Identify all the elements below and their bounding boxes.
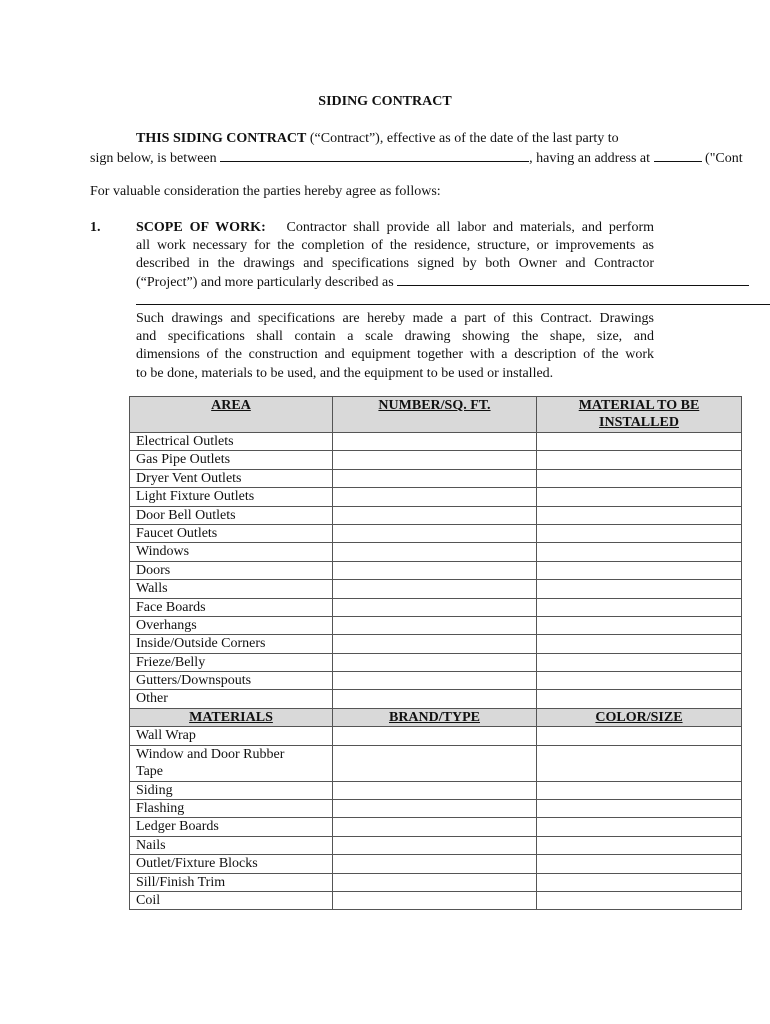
material-cell[interactable] xyxy=(537,506,742,524)
project-description-blank[interactable] xyxy=(397,273,749,286)
area-cell: Walls xyxy=(130,580,333,598)
project-description-blank-2[interactable] xyxy=(136,304,770,305)
material-cell[interactable] xyxy=(537,451,742,469)
number-cell[interactable] xyxy=(333,672,537,690)
table-row xyxy=(130,598,742,616)
number-cell[interactable] xyxy=(333,635,537,653)
area-cell: Inside/Outside Corners xyxy=(130,635,333,653)
table-row xyxy=(130,781,742,799)
number-cell[interactable] xyxy=(333,616,537,634)
intro-address-label: , having an address at xyxy=(529,151,654,166)
brand-cell[interactable] xyxy=(333,836,537,854)
material-cell[interactable] xyxy=(537,433,742,451)
area-cell: Frieze/Belly xyxy=(130,653,333,671)
table-row xyxy=(130,524,742,542)
header-brand-type: BRAND/TYPE xyxy=(333,708,537,726)
table-header-row-1 xyxy=(130,397,742,433)
material-name-cell: Outlet/Fixture Blocks xyxy=(130,855,333,873)
table-row xyxy=(130,451,742,469)
scope-table xyxy=(129,396,742,910)
header-color-size: COLOR/SIZE xyxy=(537,708,742,726)
table-row xyxy=(130,800,742,818)
area-cell: Windows xyxy=(130,543,333,561)
area-cell: Doors xyxy=(130,561,333,579)
brand-cell[interactable] xyxy=(333,855,537,873)
section-1-paragraph-2 xyxy=(136,310,654,383)
number-cell[interactable] xyxy=(333,598,537,616)
section-1-paragraph-1 xyxy=(136,219,654,274)
section-1-line-3: described in the drawings and specifications signed by both Owner and Contractor xyxy=(136,256,654,272)
material-cell[interactable] xyxy=(537,580,742,598)
project-described-label: (“Project”) and more particularly described as xyxy=(136,275,398,290)
table-row xyxy=(130,745,742,781)
section-1-line-4 xyxy=(136,273,749,291)
para-2-line-3: dimensions of the construction and equipment together with a description of the work xyxy=(136,347,654,363)
material-name-cell: Sill/Finish Trim xyxy=(130,873,333,891)
material-cell[interactable] xyxy=(537,635,742,653)
table-row xyxy=(130,818,742,836)
table-row xyxy=(130,616,742,634)
number-cell[interactable] xyxy=(333,451,537,469)
table-row xyxy=(130,433,742,451)
header-material-to-be-installed xyxy=(537,397,742,433)
brand-cell[interactable] xyxy=(333,873,537,891)
number-cell[interactable] xyxy=(333,561,537,579)
header-number-sqft: NUMBER/SQ. FT. xyxy=(333,397,537,433)
table-row xyxy=(130,891,742,909)
material-cell[interactable] xyxy=(537,524,742,542)
area-cell: Other xyxy=(130,690,333,708)
intro-between-label: sign below, is between xyxy=(90,151,221,166)
header-area: AREA xyxy=(130,397,333,433)
section-1-line-2: all work necessary for the completion of the residence, structure, or improvements as xyxy=(136,238,654,254)
brand-cell[interactable] xyxy=(333,727,537,745)
color-cell[interactable] xyxy=(537,891,742,909)
material-cell[interactable] xyxy=(537,561,742,579)
area-cell: Electrical Outlets xyxy=(130,433,333,451)
color-cell[interactable] xyxy=(537,836,742,854)
material-cell[interactable] xyxy=(537,690,742,708)
color-cell[interactable] xyxy=(537,727,742,745)
document-title: SIDING CONTRACT xyxy=(318,94,452,109)
table-row xyxy=(130,873,742,891)
table-row xyxy=(130,690,742,708)
material-name-cell: Ledger Boards xyxy=(130,818,333,836)
intro-line-1-rest: (“Contract”), effective as of the date of the last party to xyxy=(306,131,619,146)
header-material-line-1: MATERIAL TO BE xyxy=(578,398,700,413)
material-name-cell xyxy=(130,745,333,781)
material-name-cell: Coil xyxy=(130,891,333,909)
para-2-line-4: to be done, materials to be used, and the equipment to be used or installed. xyxy=(136,365,554,381)
table-row xyxy=(130,836,742,854)
area-cell: Gutters/Downspouts xyxy=(130,672,333,690)
brand-cell[interactable] xyxy=(333,745,537,781)
table-row xyxy=(130,469,742,487)
number-cell[interactable] xyxy=(333,653,537,671)
area-cell: Door Bell Outlets xyxy=(130,506,333,524)
color-cell[interactable] xyxy=(537,873,742,891)
table-row xyxy=(130,672,742,690)
color-cell[interactable] xyxy=(537,781,742,799)
table-row xyxy=(130,580,742,598)
material-cell[interactable] xyxy=(537,616,742,634)
address-blank[interactable] xyxy=(654,149,702,162)
material-name-cell: Siding xyxy=(130,781,333,799)
intro-cont-label: ("Cont xyxy=(701,151,743,166)
para-2-line-1: Such drawings and specifications are hereby made a part of this Contract. Drawings xyxy=(136,311,654,326)
area-cell: Face Boards xyxy=(130,598,333,616)
para-2-line-2: and specifications shall contain a scale drawing showing the shape, size, and xyxy=(136,329,654,345)
table-row xyxy=(130,635,742,653)
intro-line-2 xyxy=(90,149,743,167)
area-cell: Overhangs xyxy=(130,616,333,634)
party-name-blank[interactable] xyxy=(220,149,529,162)
section-1-heading: SCOPE OF WORK: xyxy=(136,220,266,235)
table-row xyxy=(130,506,742,524)
consideration-text: For valuable consideration the parties hereby agree as follows: xyxy=(90,184,441,199)
color-cell[interactable] xyxy=(537,745,742,781)
table-row xyxy=(130,855,742,873)
brand-cell[interactable] xyxy=(333,891,537,909)
section-1-number: 1. xyxy=(90,220,101,235)
material-cell[interactable] xyxy=(537,469,742,487)
area-cell: Gas Pipe Outlets xyxy=(130,451,333,469)
intro-line-1 xyxy=(136,131,619,147)
number-cell[interactable] xyxy=(333,469,537,487)
color-cell[interactable] xyxy=(537,800,742,818)
table-row xyxy=(130,488,742,506)
material-cell[interactable] xyxy=(537,672,742,690)
header-material-line-2: INSTALLED xyxy=(599,415,679,430)
number-cell[interactable] xyxy=(333,524,537,542)
color-cell[interactable] xyxy=(537,818,742,836)
number-cell[interactable] xyxy=(333,690,537,708)
area-cell: Dryer Vent Outlets xyxy=(130,469,333,487)
number-cell[interactable] xyxy=(333,543,537,561)
section-1-line-1 xyxy=(136,219,654,237)
table-header-row-2 xyxy=(130,708,742,726)
material-cell[interactable] xyxy=(537,488,742,506)
material-cell[interactable] xyxy=(537,598,742,616)
table-row xyxy=(130,727,742,745)
material-cell[interactable] xyxy=(537,653,742,671)
brand-cell[interactable] xyxy=(333,818,537,836)
number-cell[interactable] xyxy=(333,433,537,451)
header-materials: MATERIALS xyxy=(130,708,333,726)
material-cell[interactable] xyxy=(537,543,742,561)
section-1-line-1-rest: Contractor shall provide all labor and materials, and perform xyxy=(286,220,654,235)
material-name-cell: Nails xyxy=(130,836,333,854)
table-row xyxy=(130,653,742,671)
material-name-cell: Flashing xyxy=(130,800,333,818)
table-row xyxy=(130,543,742,561)
number-cell[interactable] xyxy=(333,506,537,524)
area-cell: Faucet Outlets xyxy=(130,524,333,542)
material-tape-line-1: Window and Door Rubber xyxy=(136,746,285,762)
brand-cell[interactable] xyxy=(333,800,537,818)
brand-cell[interactable] xyxy=(333,781,537,799)
color-cell[interactable] xyxy=(537,855,742,873)
number-cell[interactable] xyxy=(333,488,537,506)
material-tape-line-2: Tape xyxy=(136,763,164,779)
intro-bold-lead: THIS SIDING CONTRACT xyxy=(136,131,307,146)
material-name-cell: Wall Wrap xyxy=(130,727,333,745)
number-cell[interactable] xyxy=(333,580,537,598)
table-row xyxy=(130,561,742,579)
area-cell: Light Fixture Outlets xyxy=(130,488,333,506)
